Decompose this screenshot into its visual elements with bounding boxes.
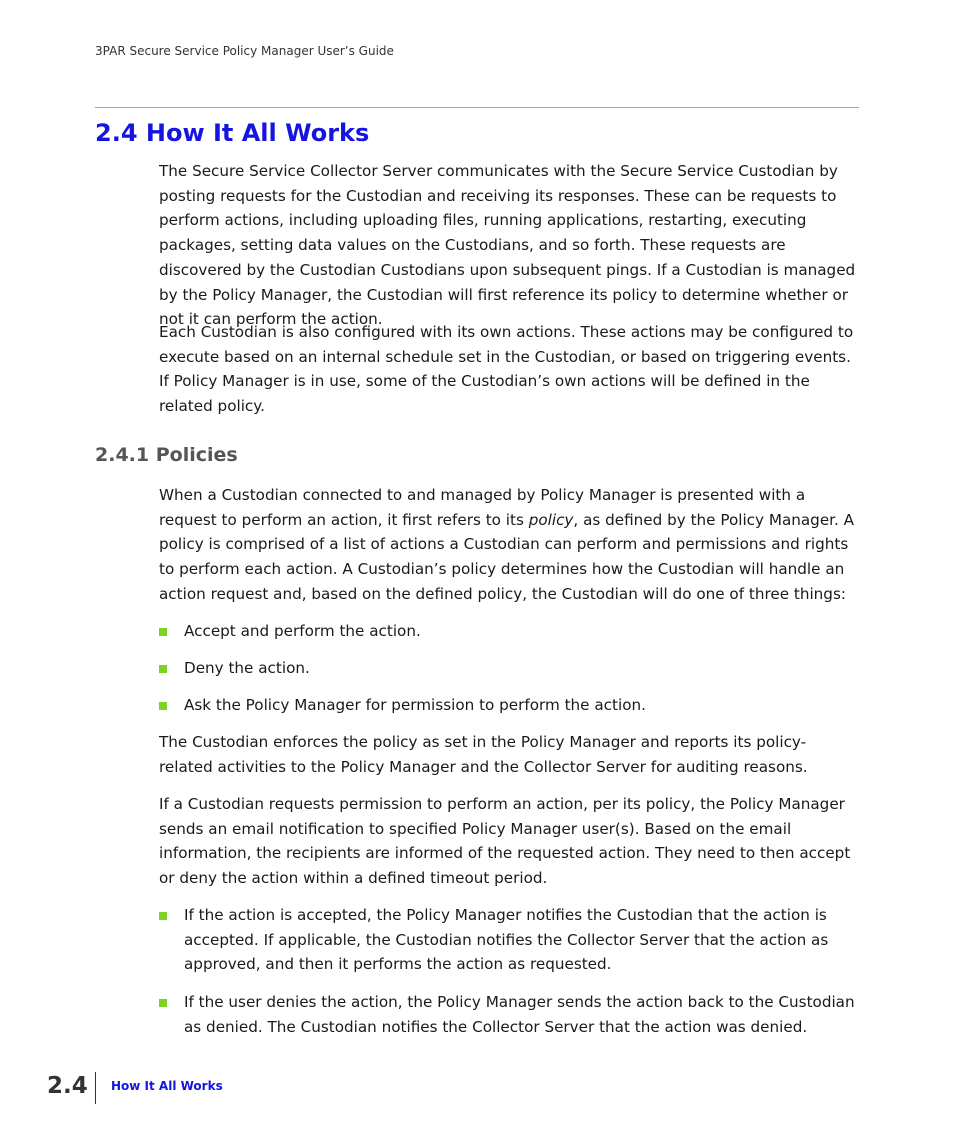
footer-page-number: 2.4 [47,1073,88,1099]
section-paragraph-1: The Secure Service Collector Server communicates with the Secure Service Custodian by posting requests for the Custodian and receiving its responses. These can be requests to perform actions, including uploading files, running applications, restarting, executing packages, setting data values on the Custodians, and so forth. These requests are discovered by the Custodian Custodians upon subsequent pings. If a Custodian is managed by the Policy Manager, the Custodian will first reference its policy to determine whether or not it can perform the action. [159,162,856,329]
section-title: 2.4 How It All Works [95,119,370,147]
list-item-text: Accept and perform the action. [184,622,421,640]
enforce-paragraph: The Custodian enforces the policy as set in the Policy Manager and reports its policy-related activities to the Policy Manager and the Collector Server for auditing reasons. [159,733,808,776]
bullet-square-icon [159,665,167,673]
section-paragraph-2: Each Custodian is also configured with its own actions. These actions may be configured to execute based on an internal schedule set in the Custodian, or based on triggering events. If Policy Manager is in use, some of the Custodian’s own actions will be defined in the related policy. [159,323,854,416]
bullet-square-icon [159,628,167,636]
subsection-title: 2.4.1 Policies [95,444,238,466]
policies-intro-paragraph [159,483,859,607]
running-header: 3PAR Secure Service Policy Manager User’s Guide [95,44,394,58]
policies-intro-text-a: When a Custodian connected to and managed by Policy Manager is presented with a request to perform an action, it first refers to its [159,486,806,529]
footer-section-title: How It All Works [111,1079,223,1093]
list-item-text: Ask the Policy Manager for permission to perform the action. [184,696,646,714]
permission-paragraph: If a Custodian requests permission to perform an action, per its policy, the Policy Manager sends an email notification to specified Policy Manager user(s). Based on the email information, the recipients are informed of the requested action. They need to then accept or deny the action within a defined timeout period. [159,795,851,888]
bullet-square-icon [159,912,167,920]
header-rule [95,107,859,108]
policies-intro-term: policy [528,510,574,529]
footer-divider [95,1072,96,1104]
bullet-square-icon [159,999,167,1007]
list-item-text: If the user denies the action, the Policy Manager sends the action back to the Custodian as denied. The Custodian notifies the Collector Server that the action was denied. [184,993,855,1036]
bullet-square-icon [159,702,167,710]
list-item-text: If the action is accepted, the Policy Manager notifies the Custodian that the action is accepted. If applicable, the Custodian notifies the Collector Server that the action as approved, and then it performs the action as requested. [184,906,829,974]
list-item-text: Deny the action. [184,659,310,677]
policies-intro-text-b: , as defined by the Policy Manager. A policy is comprised of a list of actions a Custodian can perform and permissions and rights to perform each action. A Custodian’s policy determines how the Custodian will handle an action request and, based on the defined policy, the Custodian will do one of three things: [159,510,855,603]
